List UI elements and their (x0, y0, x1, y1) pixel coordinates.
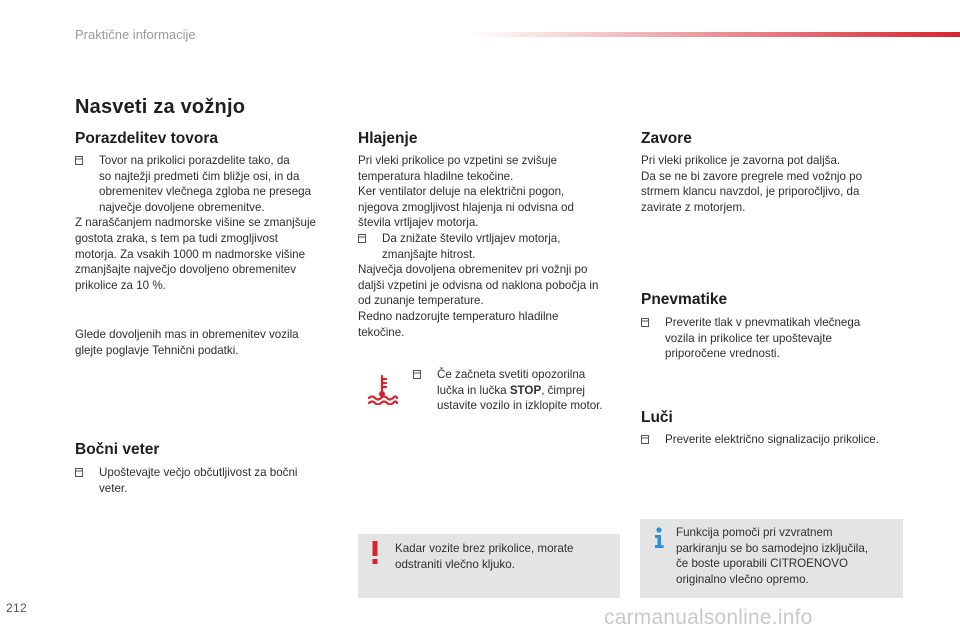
cooling-text: Pri vleki prikolice po vzpetini se zvišuje temperatura hladilne tekočine. Ker ventilator deluje na električni pogon, njegova zmogljivost hlajenja ni odvisna od števila vrtljajev motorja. Da znižate število vrtljajev motorja, zmanjšajte hitrost. Največja dovoljena obremenitev pri vožnji po daljši vzpetini je odvisna od naklona pobočja in od zunanje temperature. Redno nadzorujte temperaturo hladilne tekočine. (358, 153, 623, 340)
checkbox-bullet-icon (641, 318, 649, 327)
heading-lights: Luči (641, 409, 673, 426)
cooling-alert-text (413, 367, 623, 414)
tyres-text (641, 315, 906, 362)
checkbox-bullet-icon (75, 156, 83, 165)
heading-load-distribution: Porazdelitev tovora (75, 130, 218, 147)
stop-label: STOP (509, 383, 542, 397)
load-bullet: Tovor na prikolici porazdelite tako, da so najtežji predmeti čim bližje osi, in da obremenitev vlečnega zgloba ne presega največje dovoljene obremenitve. (75, 153, 340, 215)
lights-text (641, 432, 906, 448)
coolant-temperature-icon (366, 373, 398, 405)
brakes-text: Pri vleki prikolice je zavorna pot daljša. Da se ne bi zavore pregrele med vožnjo po strmem klancu navzdol, je priporočljivo, da zavirate z motorjem. (641, 154, 863, 214)
load-text: Tovor na prikolici porazdelite tako, da so najtežji predmeti čim bližje osi, in da obremenitev vlečnega zgloba ne presega največje dovoljene obremenitve. Z naraščanjem nadmorske višine se zmanjšuje gostota zraka, s tem pa tudi zmogljivost motorja. Za vsakih 1000 m nadmorske višine zmanjšajte največjo dovoljeno obremenitev prikolice za 10 %. (75, 153, 340, 293)
warning-exclamation-icon (368, 540, 382, 566)
cooling-alert-bullet: Če začneta svetiti opozorilna lučka in lučka STOP, čimprej ustavite vozilo in izklopite motor. (413, 367, 623, 414)
wind-bullet: Upoštevajte večjo občutljivost za bočni veter. (75, 465, 340, 496)
heading-brakes: Zavore (641, 130, 692, 147)
load-text-2: Glede dovoljenih mas in obremenitev vozila glejte poglavje Tehnični podatki. (75, 328, 299, 357)
checkbox-bullet-icon (413, 370, 421, 379)
tyres-bullet: Preverite tlak v pnevmatikah vlečnega vozila in prikolice ter upoštevajte priporočene vrednosti. (641, 315, 906, 362)
header-accent-bar (470, 32, 960, 37)
lights-bullet: Preverite električno signalizacijo prikolice. (641, 432, 906, 448)
info-box: Funkcija pomoči pri vzvratnem parkiranju se bo samodejno izključila, če boste uporabili CITROENOVO originalno vlečno opremo. (640, 519, 903, 598)
page-header-section: Praktične informacije (75, 27, 196, 42)
heading-side-wind: Bočni veter (75, 441, 160, 458)
watermark: carmanualsonline.info (604, 606, 813, 629)
checkbox-bullet-icon (641, 435, 649, 444)
info-icon (653, 527, 665, 549)
cooling-bullet: Da znižate število vrtljajev motorja, zmanjšajte hitrost. (358, 231, 623, 262)
checkbox-bullet-icon (358, 234, 366, 243)
wind-text (75, 465, 340, 496)
page-title: Nasveti za vožnjo (75, 96, 246, 118)
heading-tyres: Pnevmatike (641, 291, 728, 308)
page-number: 212 (6, 601, 27, 615)
checkbox-bullet-icon (75, 468, 83, 477)
warning-box: Kadar vozite brez prikolice, morate odstraniti vlečno kljuko. (358, 534, 620, 598)
heading-cooling: Hlajenje (358, 130, 418, 147)
